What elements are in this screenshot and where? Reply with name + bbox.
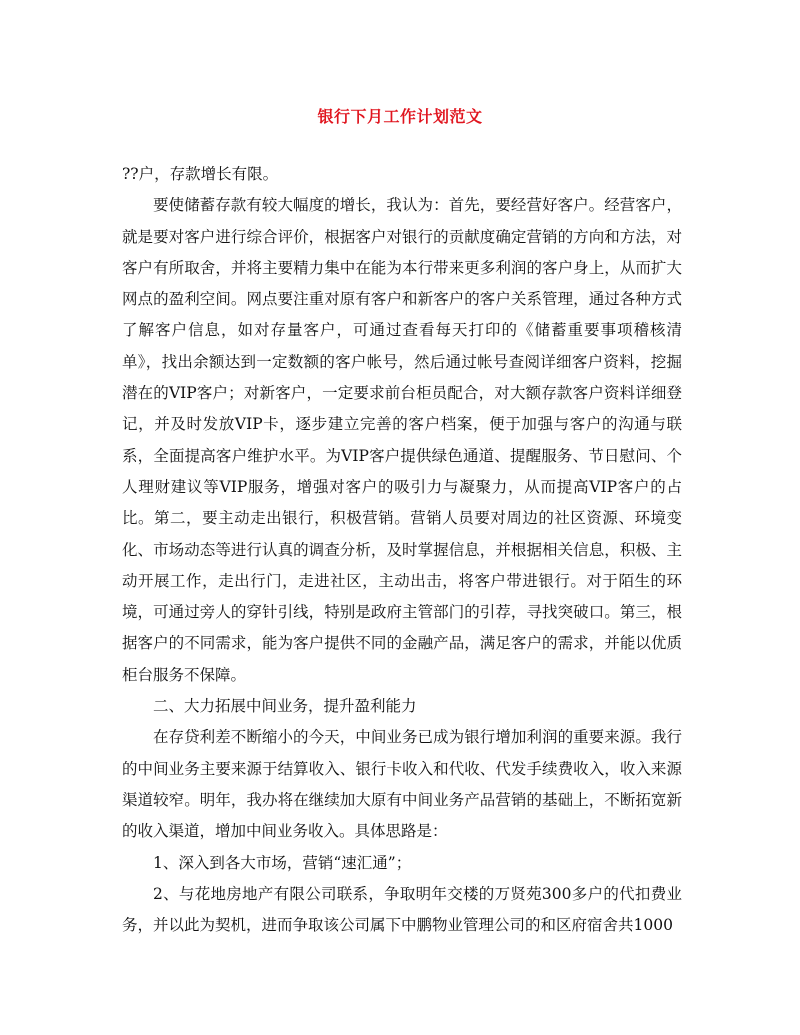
document-title: 银行下月工作计划范文 bbox=[317, 107, 483, 126]
document-body bbox=[122, 159, 682, 941]
paragraph-intermediate-business: 在存贷利差不断缩小的今天，中间业务已成为银行增加利润的重要来源。我行的中间业务主要来源于结算收入、银行卡收入和代收、代发手续费收入，收入来源渠道较窄。明年，我办将在继续加大原有中间业务产品营销的基础上，不断拓宽新的收入渠道，增加中间业务收入。具体思路是： bbox=[122, 728, 682, 841]
paragraph-continuation: ??户，存款增长有限。 bbox=[122, 165, 279, 183]
paragraph-customer-management: 要使储蓄存款有较大幅度的增长，我认为：首先，要经营好客户。经营客户，就是要对客户进行综合评价，根据客户对银行的贡献度确定营销的方向和方法，对客户有所取舍，并将主要精力集中在能为本行带来更多利润的客户身上，从而扩大网点的盈利空间。网点要注重对原有客户和新客户的客户关系管理，通过各种方式了解客户信息，如对存量客户，可通过查看每天打印的《储蓄重要事项稽核清单》，找出余额达到一定数额的客户帐号，然后通过帐号查阅详细客户资料，挖掘潜在的VIP客户；对新客户，一定要求前台柜员配合，对大额存款客户资料详细登记，并及时发放VIP卡，逐步建立完善的客户档案，便于加强与客户的沟通与联系，全面提高客户维护水平。为VIP客户提供绿色通道、提醒服务、节日慰问、个人理财建议等VIP服务，增强对客户的吸引力与凝聚力，从而提高VIP客户的占比。第二，要主动走出银行，积极营销。营销人员要对周边的社区资源、环境变化、市场动态等进行认真的调查分析，及时掌握信息，并根据相关信息，积极、主动开展工作，走出行门，走进社区，主动出击，将客户带进银行。对于陌生的环境，可通过旁人的穿针引线，特别是政府主管部门的引荐，寻找突破口。第三，根据客户的不同需求，能为客户提供不同的金融产品，满足客户的需求，并能以优质柜台服务不保障。 bbox=[122, 196, 682, 684]
list-item-1: 1、深入到各大市场，营销“速汇通”； bbox=[153, 853, 412, 872]
section-heading-intermediate-business: 二、大力拓展中间业务，提升盈利能力 bbox=[153, 697, 417, 716]
list-item-2: 2、与花地房地产有限公司联系，争取明年交楼的万贤苑300多户的代扣费业务，并以此为契机，进而争取该公司属下中鹏物业管理公司的和区府宿舍共1000 bbox=[122, 884, 682, 935]
